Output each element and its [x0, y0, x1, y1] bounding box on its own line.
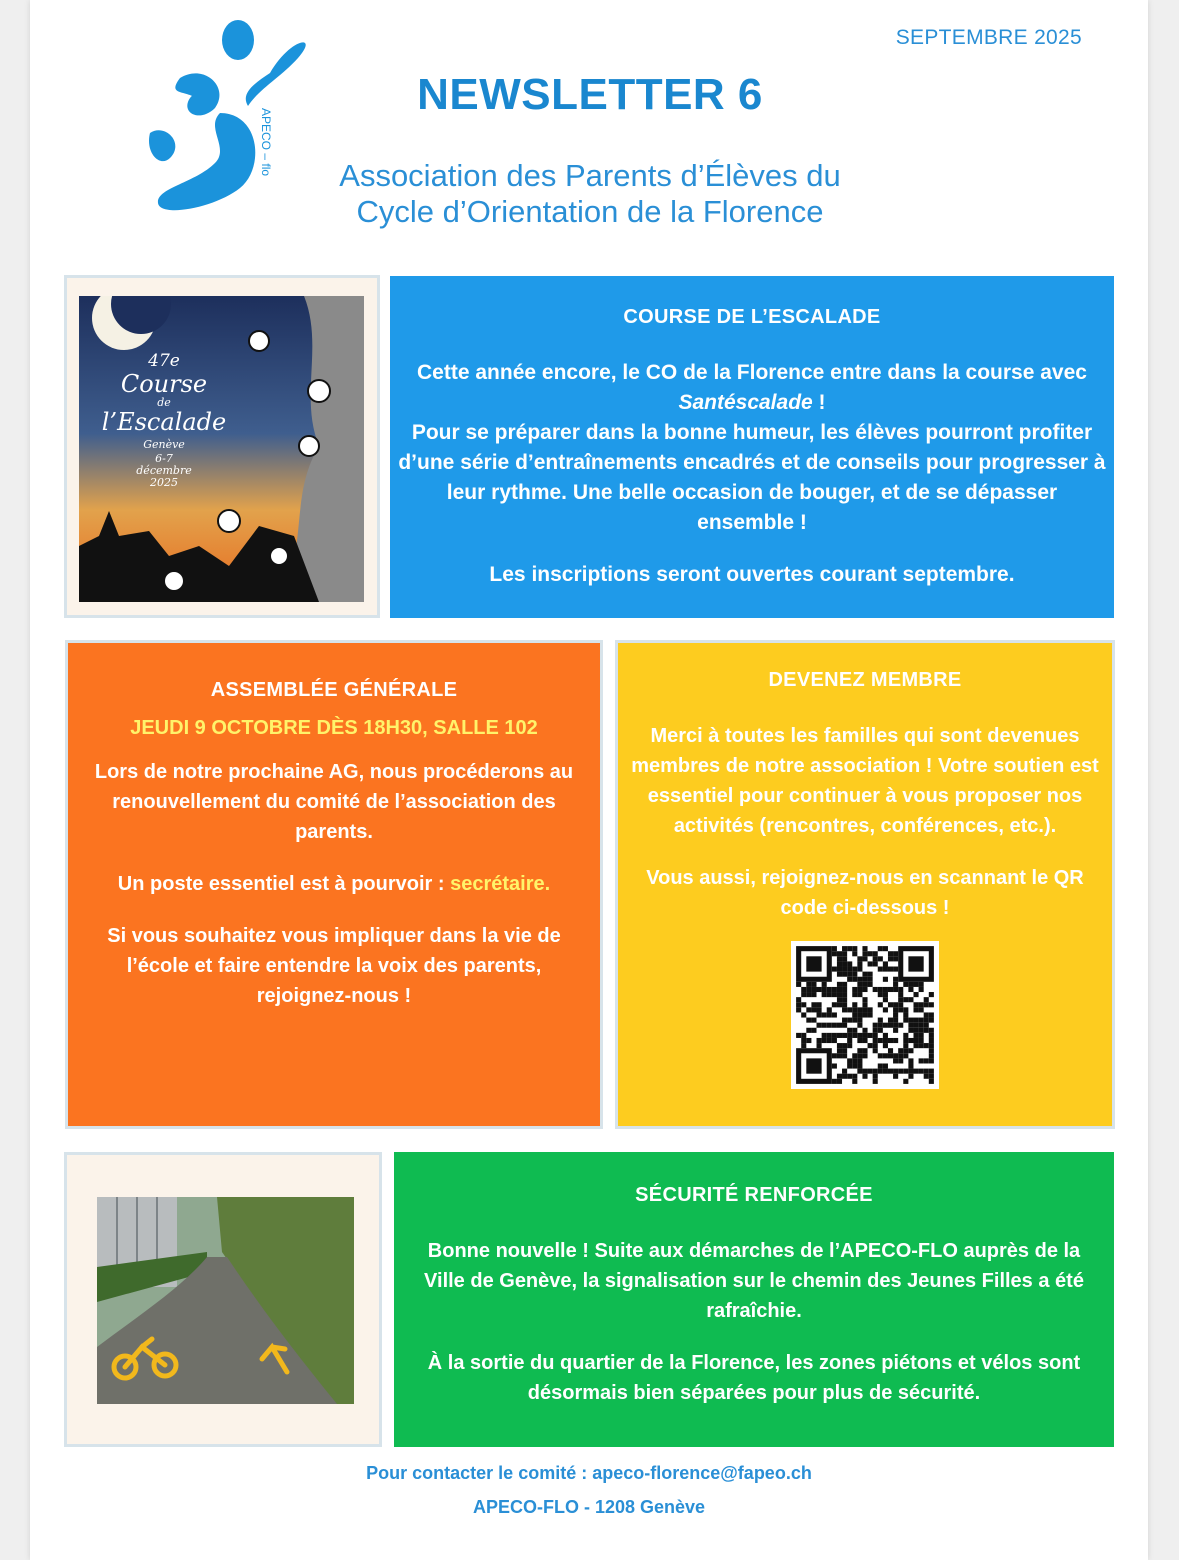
newsletter-date: SEPTEMBRE 2025 — [895, 26, 1082, 49]
footer-address: APECO-FLO - 1208 Genève — [472, 1497, 706, 1517]
assemblee-heading: ASSEMBLÉE GÉNÉRALE — [210, 679, 458, 701]
escalade-card — [390, 276, 1114, 618]
membership-qr-code[interactable] — [791, 941, 939, 1089]
securite-heading: SÉCURITÉ RENFORCÉE — [635, 1184, 873, 1206]
escalade-intro — [398, 358, 1106, 418]
escalade-intro-end: ! — [812, 391, 826, 414]
membre-heading: DEVENEZ MEMBRE — [768, 669, 962, 691]
poster-year: 2025 — [150, 476, 178, 489]
poster-edition: 47e — [148, 351, 180, 371]
assemblee-date: JEUDI 9 OCTOBRE DÈS 18H30, SALLE 102 — [130, 717, 538, 739]
contact-label: Pour contacter le comité : — [366, 1463, 593, 1483]
logo-text: APECO – flo — [259, 108, 273, 177]
escalade-poster-image — [79, 296, 364, 602]
poster-geneve: Genève — [143, 438, 185, 451]
securite-card — [394, 1152, 1114, 1447]
escalade-intro-text: Cette année encore, le CO de la Florence entre dans la course avec — [417, 361, 1087, 384]
footer-contact — [30, 1463, 1148, 1484]
bike-path-photo — [97, 1197, 354, 1404]
subtitle-line-2: Cycle d’Orientation de la Florence — [356, 194, 824, 229]
securite-news: Bonne nouvelle ! Suite aux démarches de l’APECO-FLO auprès de la Ville de Genève, la signalisation sur le chemin des Jeunes Filles a été rafraîchie. — [424, 1240, 1084, 1322]
escalade-heading: COURSE DE L’ESCALADE — [623, 306, 881, 328]
poster-month: décembre — [136, 464, 192, 477]
poster-escalade: l’Escalade — [101, 408, 227, 436]
securite-separation: À la sortie du quartier de la Florence, les zones piétons et vélos sont désormais bien séparées pour plus de sécurité. — [427, 1352, 1081, 1404]
assemblee-position — [78, 869, 590, 899]
association-name — [270, 158, 910, 230]
assemblee-position-text: Un poste essentiel est à pourvoir : — [117, 873, 451, 895]
santescalade-name: Santéscalade — [678, 391, 813, 414]
assemblee-card — [65, 640, 603, 1129]
newsletter-page — [30, 0, 1148, 1560]
assemblee-call: Si vous souhaitez vous impliquer dans la vie de l’école et faire entendre la voix des parents, rejoignez-nous ! — [107, 925, 561, 1007]
poster-course: Course — [120, 370, 208, 398]
membre-thanks: Merci à toutes les familles qui sont devenues membres de notre association ! Votre soutien est essentiel pour continuer à vous proposer nos activités (rencontres, conférences, etc.). — [631, 725, 1099, 837]
escalade-poster-frame — [64, 275, 380, 618]
contact-email-link[interactable]: apeco-florence@fapeo.ch — [592, 1463, 812, 1483]
poster-days: 6-7 — [155, 452, 173, 465]
position-secretaire: secrétaire. — [450, 873, 551, 895]
poster-de: de — [157, 396, 171, 409]
assemblee-description: Lors de notre prochaine AG, nous procéderons au renouvellement du comité de l’association des parents. — [94, 761, 574, 843]
path-photo-frame — [64, 1152, 382, 1447]
membre-card — [615, 640, 1115, 1129]
escalade-description: Pour se préparer dans la bonne humeur, les élèves pourront profiter d’une série d’entraînements encadrés et de conseils pour progresser à leur rythme. Une belle occasion de bouger, et de se dépasser ensemble ! — [398, 421, 1106, 534]
membre-call: Vous aussi, rejoignez-nous en scannant le QR code ci-dessous ! — [646, 867, 1084, 919]
newsletter-title: NEWSLETTER 6 — [417, 70, 763, 119]
escalade-registration: Les inscriptions seront ouvertes courant septembre. — [489, 563, 1015, 586]
subtitle-line-1: Association des Parents d’Élèves du — [339, 158, 841, 193]
